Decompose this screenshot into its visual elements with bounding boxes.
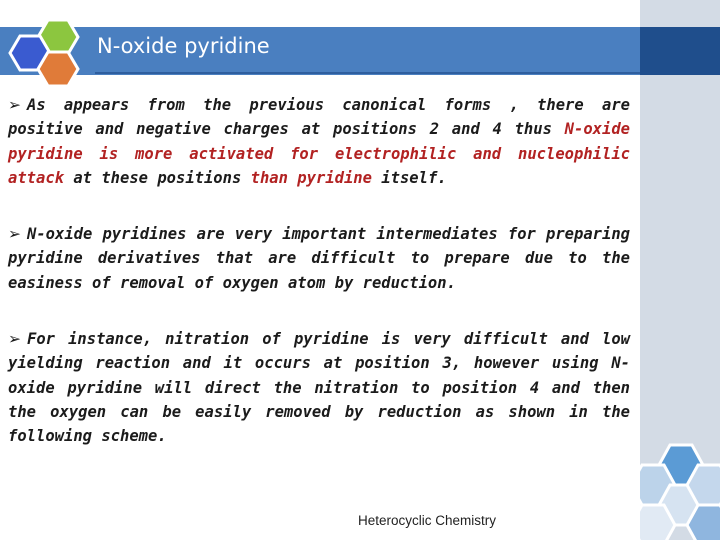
bullet-paragraph-3	[8, 327, 630, 448]
title-underline	[95, 72, 640, 74]
body-text: itself.	[371, 168, 447, 187]
hexagon-cluster-logo-icon	[0, 0, 90, 100]
arrowhead-bullet-icon: ➢	[8, 330, 21, 348]
logo-hexagon-orange	[38, 52, 78, 86]
bullet-paragraph-2	[8, 222, 630, 295]
bullet-paragraph-1	[8, 93, 630, 190]
slide-title: N-oxide pyridine	[97, 34, 270, 58]
footer-text: Heterocyclic Chemistry	[358, 513, 497, 528]
body-text: N-oxide pyridines are very important intermediates for preparing pyridine derivatives that are difficult to prepare due to the easiness of removal of oxygen atom by reduction.	[8, 225, 630, 292]
body-text: As appears from the previous canonical forms , there are positive and negative charges at positions 2 and 4 thus	[8, 96, 630, 139]
emphasized-text: N-oxide pyridine is more activated for electrophilic and nucleophilic attack	[8, 120, 630, 187]
body-text: For instance, nitration of pyridine is very difficult and low yielding reaction and it occurs at position 3, however using N-oxide pyridine will direct the nitration to position 4 and then the oxygen can be easily removed by reduction as shown in the following scheme.	[8, 330, 630, 446]
arrowhead-bullet-icon: ➢	[8, 225, 21, 243]
emphasized-text: than pyridine	[250, 168, 372, 187]
body-text: at these positions	[64, 168, 251, 187]
title-bar-dark-segment	[640, 27, 720, 75]
arrowhead-bullet-icon: ➢	[8, 96, 21, 114]
hexagon-pattern-decoration-icon	[640, 405, 720, 540]
